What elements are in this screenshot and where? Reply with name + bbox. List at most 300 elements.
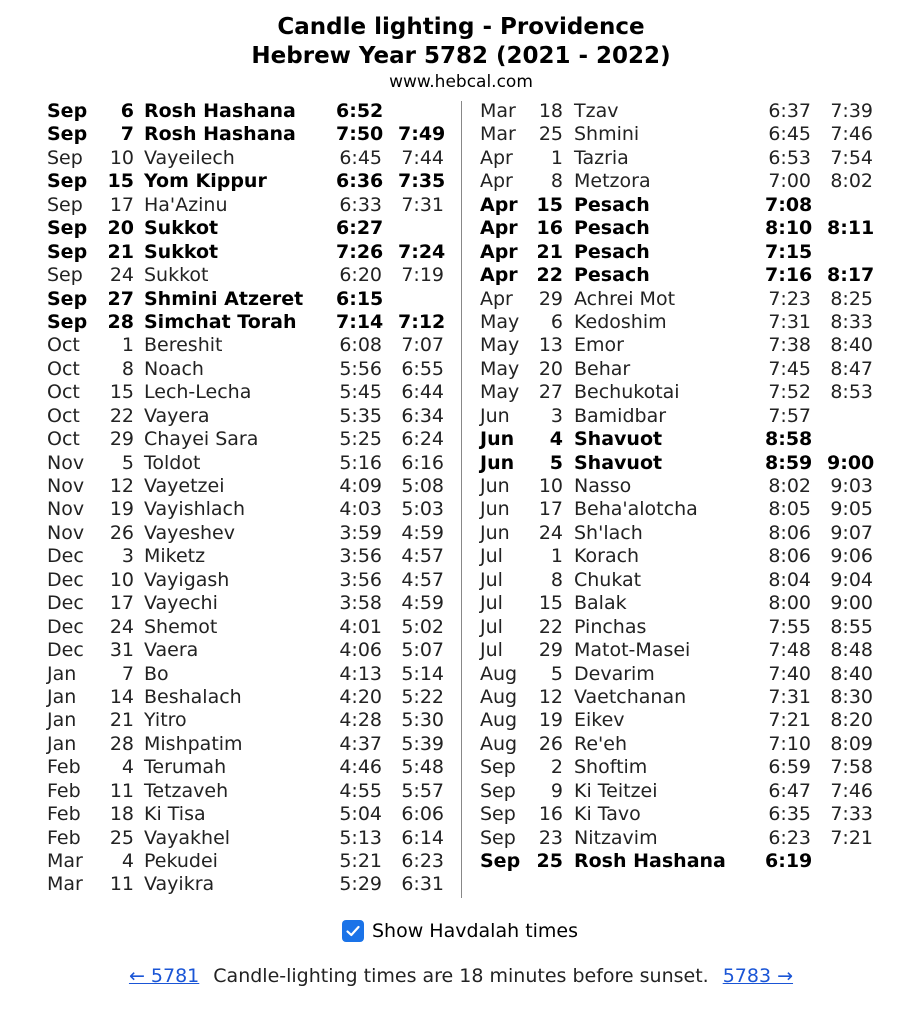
row-candle-time: 8:04	[768, 568, 811, 591]
row-month: May	[480, 381, 520, 404]
row-month: Feb	[47, 803, 81, 826]
page-title: Candle lighting - Providence	[277, 14, 645, 40]
row-event-name: Vayigash	[144, 568, 230, 591]
row-candle-time: 5:45	[339, 381, 382, 404]
havdalah-toggle[interactable]	[342, 918, 578, 944]
row-havdalah-time: 9:00	[830, 592, 873, 615]
row-havdalah-time: 8:17	[827, 264, 875, 287]
row-candle-time: 4:13	[339, 662, 382, 685]
row-event-name: Vayetzei	[144, 475, 225, 497]
row-candle-time: 6:47	[768, 779, 811, 802]
row-havdalah-time: 7:12	[398, 310, 446, 333]
row-month: Feb	[47, 826, 81, 849]
row-havdalah-time: 5:07	[401, 639, 444, 662]
row-havdalah-time: 6:34	[401, 404, 444, 427]
row-havdalah-time: 6:55	[401, 357, 444, 380]
row-havdalah-time: 6:16	[401, 451, 444, 474]
row-havdalah-time: 8:11	[827, 217, 875, 240]
row-havdalah-time: 7:54	[830, 146, 873, 169]
row-candle-time: 7:40	[768, 662, 811, 685]
row-event-name: Shavuot	[574, 451, 663, 474]
row-candle-time: 7:50	[336, 123, 384, 146]
row-event-name: Vayera	[144, 404, 210, 427]
row-month: Sep	[480, 826, 516, 849]
row-day: 11	[109, 779, 134, 802]
row-candle-time: 3:59	[339, 521, 382, 544]
row-event-name: Rosh Hashana	[144, 100, 296, 122]
row-month: Aug	[480, 685, 518, 708]
row-event-name: Bechukotai	[574, 381, 680, 404]
row-havdalah-time: 8:53	[830, 381, 873, 404]
row-event-name: Sukkot	[144, 240, 219, 263]
row-candle-time: 6:53	[768, 146, 811, 169]
row-havdalah-time: 7:07	[401, 334, 444, 357]
row-day: 4	[121, 756, 134, 779]
row-month: Nov	[47, 475, 85, 497]
row-event-name: Toldot	[144, 451, 201, 474]
row-month: Jul	[480, 615, 503, 638]
row-month: Nov	[47, 451, 85, 474]
row-day: 11	[109, 873, 134, 896]
row-day: 22	[109, 404, 134, 427]
row-month: Sep	[47, 193, 83, 216]
row-candle-time: 7:31	[768, 685, 811, 708]
row-month: Nov	[47, 521, 85, 544]
row-month: Dec	[47, 592, 84, 615]
row-event-name: Vayakhel	[144, 826, 231, 849]
row-day: 28	[109, 732, 134, 755]
row-event-name: Yom Kippur	[144, 170, 267, 193]
row-event-name: Noach	[144, 357, 204, 380]
row-candle-time: 7:23	[768, 287, 811, 310]
row-day: 19	[538, 709, 563, 732]
row-day: 22	[538, 615, 563, 638]
row-havdalah-time: 9:06	[830, 545, 873, 568]
row-candle-time: 5:35	[339, 404, 382, 427]
row-havdalah-time: 5:02	[401, 615, 444, 638]
row-day: 1	[121, 334, 134, 357]
row-day: 7	[121, 662, 134, 685]
row-month: Apr	[480, 264, 518, 287]
row-month: Jul	[480, 545, 503, 568]
row-day: 24	[538, 521, 563, 544]
row-candle-time: 6:27	[336, 217, 384, 240]
row-month: Sep	[47, 217, 88, 240]
row-havdalah-time: 8:20	[830, 709, 873, 732]
row-day: 26	[538, 732, 563, 755]
row-event-name: Vayishlach	[144, 498, 246, 521]
row-havdalah-time: 6:24	[401, 428, 444, 451]
row-havdalah-time: 5:03	[401, 498, 444, 521]
row-month: Aug	[480, 662, 518, 685]
row-candle-time: 7:08	[765, 193, 813, 216]
row-day: 24	[109, 615, 134, 638]
next-year-link[interactable]: 5783 →	[722, 965, 794, 987]
row-event-name: Lech-Lecha	[144, 381, 252, 404]
row-day: 31	[109, 639, 134, 662]
row-havdalah-time: 5:48	[401, 756, 444, 779]
row-day: 17	[538, 498, 563, 521]
row-month: Jun	[480, 475, 510, 497]
row-candle-time: 8:59	[765, 451, 813, 474]
row-day: 12	[538, 685, 563, 708]
row-havdalah-time: 8:40	[830, 334, 873, 357]
row-candle-time: 6:15	[336, 287, 384, 310]
row-event-name: Mishpatim	[144, 732, 243, 755]
row-event-name: Bamidbar	[574, 404, 667, 427]
row-candle-time: 6:59	[768, 756, 811, 779]
row-month: Mar	[480, 123, 516, 146]
havdalah-label: Show Havdalah times	[372, 920, 579, 942]
row-event-name: Behar	[574, 357, 631, 380]
row-day: 6	[120, 100, 134, 122]
row-havdalah-time: 8:55	[830, 615, 873, 638]
row-event-name: Simchat Torah	[144, 310, 297, 333]
row-month: Sep	[47, 287, 88, 310]
row-month: Jul	[480, 639, 503, 662]
row-event-name: Tazria	[574, 146, 629, 169]
row-event-name: Shmini Atzeret	[144, 287, 304, 310]
row-candle-time: 6:33	[339, 193, 382, 216]
row-month: May	[480, 357, 520, 380]
row-havdalah-time: 9:04	[830, 568, 873, 591]
row-month: Sep	[47, 310, 88, 333]
row-day: 5	[121, 451, 134, 474]
row-event-name: Matot-Masei	[574, 639, 691, 662]
row-event-name: Bo	[144, 662, 169, 685]
row-candle-time: 7:14	[336, 310, 384, 333]
row-candle-time: 7:48	[768, 639, 811, 662]
row-havdalah-time: 9:03	[830, 475, 873, 497]
row-candle-time: 7:31	[768, 310, 811, 333]
row-havdalah-time: 7:33	[830, 803, 873, 826]
row-event-name: Vayeshev	[144, 521, 235, 544]
row-month: Apr	[480, 240, 518, 263]
row-day: 27	[538, 381, 563, 404]
row-havdalah-time: 6:14	[401, 826, 444, 849]
row-month: Dec	[47, 545, 84, 568]
row-havdalah-time: 7:35	[398, 170, 446, 193]
row-candle-time: 7:57	[768, 404, 811, 427]
row-candle-time: 8:58	[765, 428, 813, 451]
row-event-name: Beha'alotcha	[574, 498, 698, 521]
havdalah-checkbox[interactable]	[342, 920, 364, 942]
row-havdalah-time: 8:02	[830, 170, 873, 193]
row-month: Dec	[47, 568, 84, 591]
row-candle-time: 6:52	[336, 100, 384, 122]
row-candle-time: 8:10	[765, 217, 813, 240]
row-event-name: Bereshit	[144, 334, 223, 357]
row-day: 15	[536, 193, 563, 216]
row-havdalah-time: 7:19	[401, 264, 444, 287]
row-havdalah-time: 5:39	[401, 732, 444, 755]
footer	[0, 962, 922, 990]
row-day: 20	[538, 357, 563, 380]
row-month: Aug	[480, 709, 518, 732]
row-candle-time: 5:56	[339, 357, 382, 380]
row-candle-time: 4:09	[339, 475, 382, 497]
row-day: 5	[550, 662, 563, 685]
row-day: 29	[109, 428, 134, 451]
row-event-name: Beshalach	[144, 685, 242, 708]
row-event-name: Vaetchanan	[574, 685, 687, 708]
row-havdalah-time: 7:24	[398, 240, 446, 263]
row-candle-time: 4:37	[339, 732, 382, 755]
row-havdalah-time: 9:00	[827, 451, 875, 474]
row-day: 21	[107, 240, 134, 263]
checkmark-icon	[345, 923, 361, 939]
row-candle-time: 8:05	[768, 498, 811, 521]
row-event-name: Eikev	[574, 709, 625, 732]
row-month: Sep	[480, 803, 516, 826]
row-day: 12	[109, 475, 134, 497]
row-day: 29	[538, 639, 563, 662]
row-candle-time: 5:21	[339, 850, 382, 872]
row-day: 21	[109, 709, 134, 732]
row-month: May	[480, 334, 520, 357]
row-event-name: Pekudei	[144, 850, 218, 872]
row-candle-time: 6:08	[339, 334, 382, 357]
row-day: 10	[109, 146, 134, 169]
row-candle-time: 5:29	[339, 873, 382, 896]
row-day: 27	[107, 287, 134, 310]
row-month: Feb	[47, 779, 81, 802]
row-candle-time: 7:15	[765, 240, 813, 263]
row-event-name: Tetzaveh	[144, 779, 229, 802]
row-candle-time: 6:45	[768, 123, 811, 146]
row-candle-time: 7:38	[768, 334, 811, 357]
row-candle-time: 4:03	[339, 498, 382, 521]
row-havdalah-time: 7:44	[401, 146, 444, 169]
row-event-name: Emor	[574, 334, 624, 357]
row-candle-time: 4:46	[339, 756, 382, 779]
row-day: 3	[121, 545, 134, 568]
row-day: 13	[538, 334, 563, 357]
row-candle-time: 8:06	[768, 521, 811, 544]
row-candle-time: 6:19	[765, 850, 813, 872]
row-event-name: Pesach	[574, 217, 650, 240]
row-havdalah-time: 8:40	[830, 662, 873, 685]
row-day: 24	[109, 264, 134, 287]
row-havdalah-time: 8:33	[830, 310, 873, 333]
row-day: 10	[109, 568, 134, 591]
row-day: 14	[109, 685, 134, 708]
row-month: Jun	[480, 428, 515, 451]
row-candle-time: 7:21	[768, 709, 811, 732]
row-event-name: Balak	[574, 592, 627, 615]
column-divider	[461, 101, 462, 898]
row-event-name: Devarim	[574, 662, 655, 685]
row-month: Oct	[47, 404, 80, 427]
row-month: Oct	[47, 428, 80, 451]
row-havdalah-time: 7:46	[830, 123, 873, 146]
row-day: 8	[550, 170, 563, 193]
prev-year-link[interactable]: ← 5781	[128, 965, 200, 987]
row-month: Sep	[480, 850, 521, 872]
row-day: 25	[109, 826, 134, 849]
row-day: 17	[109, 193, 134, 216]
row-day: 8	[550, 568, 563, 591]
row-month: Mar	[480, 100, 516, 122]
row-month: Sep	[47, 170, 88, 193]
row-day: 16	[536, 217, 563, 240]
row-month: Apr	[480, 193, 518, 216]
row-event-name: Metzora	[574, 170, 651, 193]
site-url: www.hebcal.com	[389, 72, 533, 92]
row-candle-time: 7:52	[768, 381, 811, 404]
row-candle-time: 6:45	[339, 146, 382, 169]
row-candle-time: 3:56	[339, 568, 382, 591]
row-havdalah-time: 7:58	[830, 756, 873, 779]
row-candle-time: 8:06	[768, 545, 811, 568]
row-havdalah-time: 7:31	[401, 193, 444, 216]
row-event-name: Vaera	[144, 639, 199, 662]
row-candle-time: 5:16	[339, 451, 382, 474]
row-day: 4	[121, 850, 134, 872]
row-havdalah-time: 8:30	[830, 685, 873, 708]
row-event-name: Pesach	[574, 264, 650, 287]
row-havdalah-time: 9:07	[830, 521, 873, 544]
row-day: 15	[109, 381, 134, 404]
row-day: 3	[550, 404, 563, 427]
row-candle-time: 6:37	[768, 100, 811, 122]
row-day: 7	[120, 123, 134, 146]
row-month: Jul	[480, 592, 503, 615]
row-candle-time: 7:45	[768, 357, 811, 380]
row-day: 28	[107, 310, 134, 333]
row-event-name: Sh'lach	[574, 521, 643, 544]
row-day: 16	[538, 803, 563, 826]
row-month: Dec	[47, 615, 84, 638]
page-subtitle: Hebrew Year 5782 (2021 - 2022)	[251, 43, 671, 69]
row-event-name: Ha'Azinu	[144, 193, 228, 216]
row-month: Mar	[47, 850, 83, 872]
row-day: 21	[536, 240, 563, 263]
row-candle-time: 5:25	[339, 428, 382, 451]
row-day: 17	[109, 592, 134, 615]
row-event-name: Vayechi	[144, 592, 218, 615]
row-event-name: Ki Tisa	[144, 803, 206, 826]
row-havdalah-time: 8:25	[830, 287, 873, 310]
row-event-name: Pesach	[574, 240, 650, 263]
row-havdalah-time: 4:57	[401, 545, 444, 568]
row-month: Sep	[47, 100, 88, 122]
row-havdalah-time: 7:39	[830, 100, 873, 122]
row-candle-time: 7:00	[768, 170, 811, 193]
row-havdalah-time: 6:23	[401, 850, 444, 872]
row-event-name: Chukat	[574, 568, 642, 591]
row-month: Jun	[480, 404, 510, 427]
row-havdalah-time: 8:48	[830, 639, 873, 662]
row-candle-time: 3:58	[339, 592, 382, 615]
row-candle-time: 4:28	[339, 709, 382, 732]
row-event-name: Miketz	[144, 545, 206, 568]
row-havdalah-time: 7:21	[830, 826, 873, 849]
row-candle-time: 5:13	[339, 826, 382, 849]
row-event-name: Pinchas	[574, 615, 647, 638]
row-day: 19	[109, 498, 134, 521]
row-month: Oct	[47, 357, 80, 380]
row-day: 26	[109, 521, 134, 544]
row-candle-time: 3:56	[339, 545, 382, 568]
row-day: 6	[550, 310, 563, 333]
row-day: 23	[538, 826, 563, 849]
row-month: Apr	[480, 170, 513, 193]
row-candle-time: 4:01	[339, 615, 382, 638]
row-month: Apr	[480, 146, 513, 169]
row-candle-time: 4:20	[339, 685, 382, 708]
row-event-name: Rosh Hashana	[574, 850, 726, 872]
row-day: 29	[538, 287, 563, 310]
row-month: Jun	[480, 498, 510, 521]
row-month: Apr	[480, 287, 513, 310]
row-event-name: Vayeilech	[144, 146, 235, 169]
row-day: 20	[107, 217, 134, 240]
row-month: Jan	[47, 709, 77, 732]
row-candle-time: 7:10	[768, 732, 811, 755]
row-month: Jun	[480, 451, 515, 474]
row-day: 9	[550, 779, 563, 802]
row-havdalah-time: 6:06	[401, 803, 444, 826]
row-day: 15	[107, 170, 134, 193]
row-havdalah-time: 7:49	[398, 123, 446, 146]
row-havdalah-time: 6:31	[401, 873, 444, 896]
row-candle-time: 7:26	[336, 240, 384, 263]
row-event-name: Korach	[574, 545, 640, 568]
row-event-name: Shmini	[574, 123, 640, 146]
row-day: 22	[536, 264, 563, 287]
row-day: 15	[538, 592, 563, 615]
row-event-name: Vayikra	[144, 873, 215, 896]
row-havdalah-time: 5:14	[401, 662, 444, 685]
row-month: Sep	[47, 240, 88, 263]
row-candle-time: 6:23	[768, 826, 811, 849]
row-month: Jul	[480, 568, 503, 591]
row-havdalah-time: 8:47	[830, 357, 873, 380]
row-havdalah-time: 5:22	[401, 685, 444, 708]
row-candle-time: 8:00	[768, 592, 811, 615]
row-havdalah-time: 4:59	[401, 592, 444, 615]
row-event-name: Nasso	[574, 475, 632, 497]
row-month: Sep	[480, 756, 516, 779]
footer-note: Candle-lighting times are 18 minutes before sunset.	[213, 965, 709, 987]
row-havdalah-time: 7:46	[830, 779, 873, 802]
row-event-name: Nitzavim	[574, 826, 658, 849]
row-candle-time: 5:04	[339, 803, 382, 826]
row-month: Sep	[480, 779, 516, 802]
row-month: Sep	[47, 123, 88, 146]
row-event-name: Tzav	[574, 100, 619, 122]
row-havdalah-time: 9:05	[830, 498, 873, 521]
row-event-name: Ki Tavo	[574, 803, 641, 826]
row-day: 5	[549, 451, 563, 474]
row-day: 2	[550, 756, 563, 779]
row-event-name: Sukkot	[144, 217, 219, 240]
row-month: Sep	[47, 146, 83, 169]
row-month: Feb	[47, 756, 81, 779]
row-month: Nov	[47, 498, 85, 521]
row-event-name: Achrei Mot	[574, 287, 676, 310]
row-month: Dec	[47, 639, 84, 662]
row-event-name: Shoftim	[574, 756, 648, 779]
row-candle-time: 4:06	[339, 639, 382, 662]
row-day: 8	[121, 357, 134, 380]
row-havdalah-time: 4:57	[401, 568, 444, 591]
row-day: 18	[538, 100, 563, 122]
row-havdalah-time: 8:09	[830, 732, 873, 755]
row-havdalah-time: 5:30	[401, 709, 444, 732]
row-event-name: Sukkot	[144, 264, 209, 287]
